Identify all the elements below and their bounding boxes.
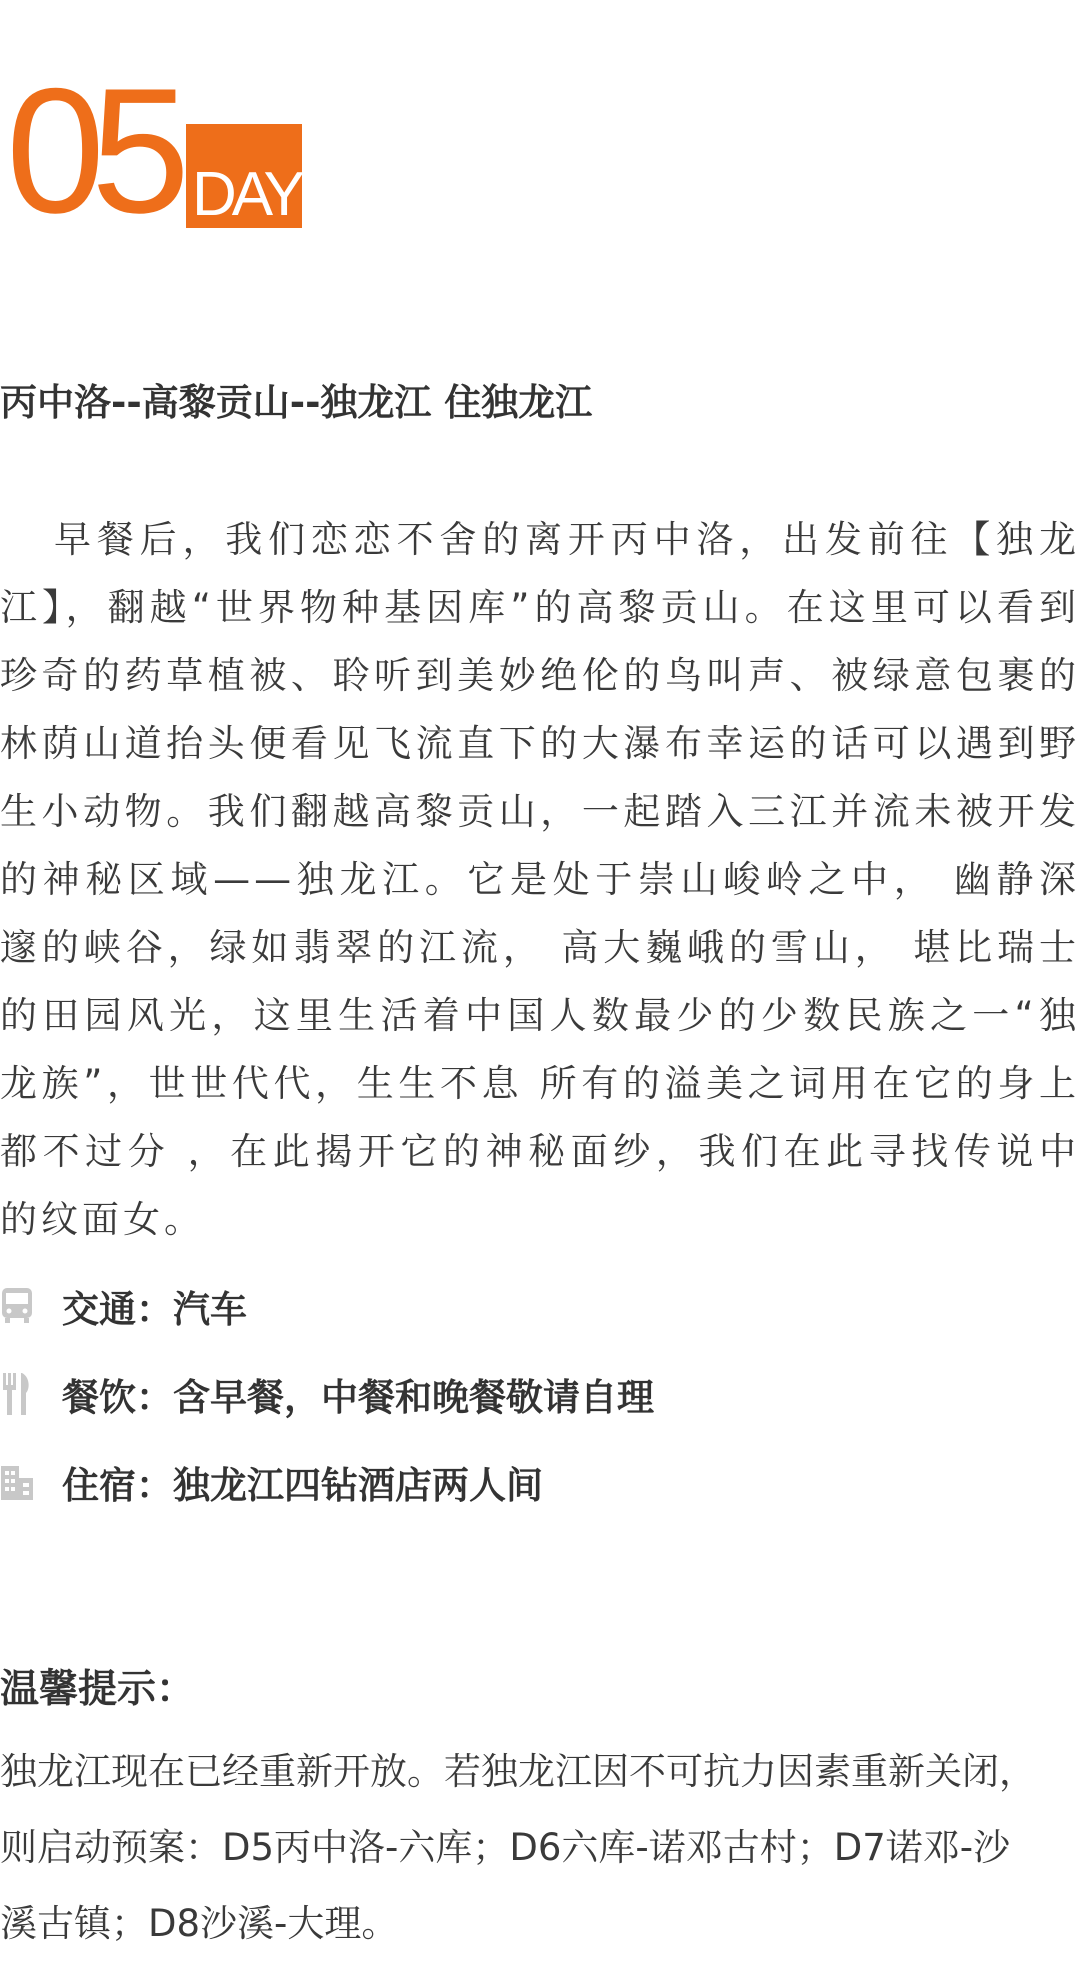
day-description: 早餐后，我们恋恋不舍的离开丙中洛，出发前往【独龙江】，翻越“世界物种基因库”的高黎贡山。在这里可以看到珍奇的药草植被、聆听到美妙绝伦的鸟叫声、被绿意包裹的林荫山道抬头便看见飞流直下的大瀑布幸运的话可以遇到野生小动物。我们翻越高黎贡山，一起踏入三江并流未被开发的神秘区域——独龙江。它是处于崇山峻岭之中， 幽静深邃的峡谷，绿如翡翠的江流， 高大巍峨的雪山， 堪比瑞士的田园风光，这里生活着中国人数最少的少数民族之一“独龙族”，世世代代，生生不息 所有的溢美之词用在它的身上都不过分 ，在此揭开它的神秘面纱，我们在此寻找传说中的纹面女。 xyxy=(0,518,1080,1241)
tips-title: 温馨提示： xyxy=(0,1667,196,1712)
meals-info xyxy=(0,1350,1080,1438)
hotel-icon xyxy=(0,1458,34,1506)
meals-label: 餐饮：含早餐，中餐和晚餐敬请自理 xyxy=(62,1376,654,1419)
transport-label: 交通：汽车 xyxy=(62,1288,247,1331)
day-badge xyxy=(6,51,306,250)
day-label: DAY xyxy=(186,124,302,228)
day-number: 05 xyxy=(6,51,176,250)
tips-body: 独龙江现在已经重新开放。若独龙江因不可抗力因素重新关闭，则启动预案：D5丙中洛-六库；D6六库-诺邓古村；D7诺邓-沙溪古镇；D8沙溪-大理。 xyxy=(0,1750,1036,1945)
route-title: 丙中洛--高黎贡山--独龙江 住独龙江 xyxy=(0,381,593,424)
trip-info-list xyxy=(0,1262,1080,1526)
lodging-label: 住宿：独龙江四钻酒店两人间 xyxy=(62,1464,543,1507)
transport-info xyxy=(0,1262,1080,1350)
lodging-info xyxy=(0,1438,1080,1526)
fork-knife-icon xyxy=(0,1370,34,1418)
bus-icon xyxy=(0,1282,34,1330)
